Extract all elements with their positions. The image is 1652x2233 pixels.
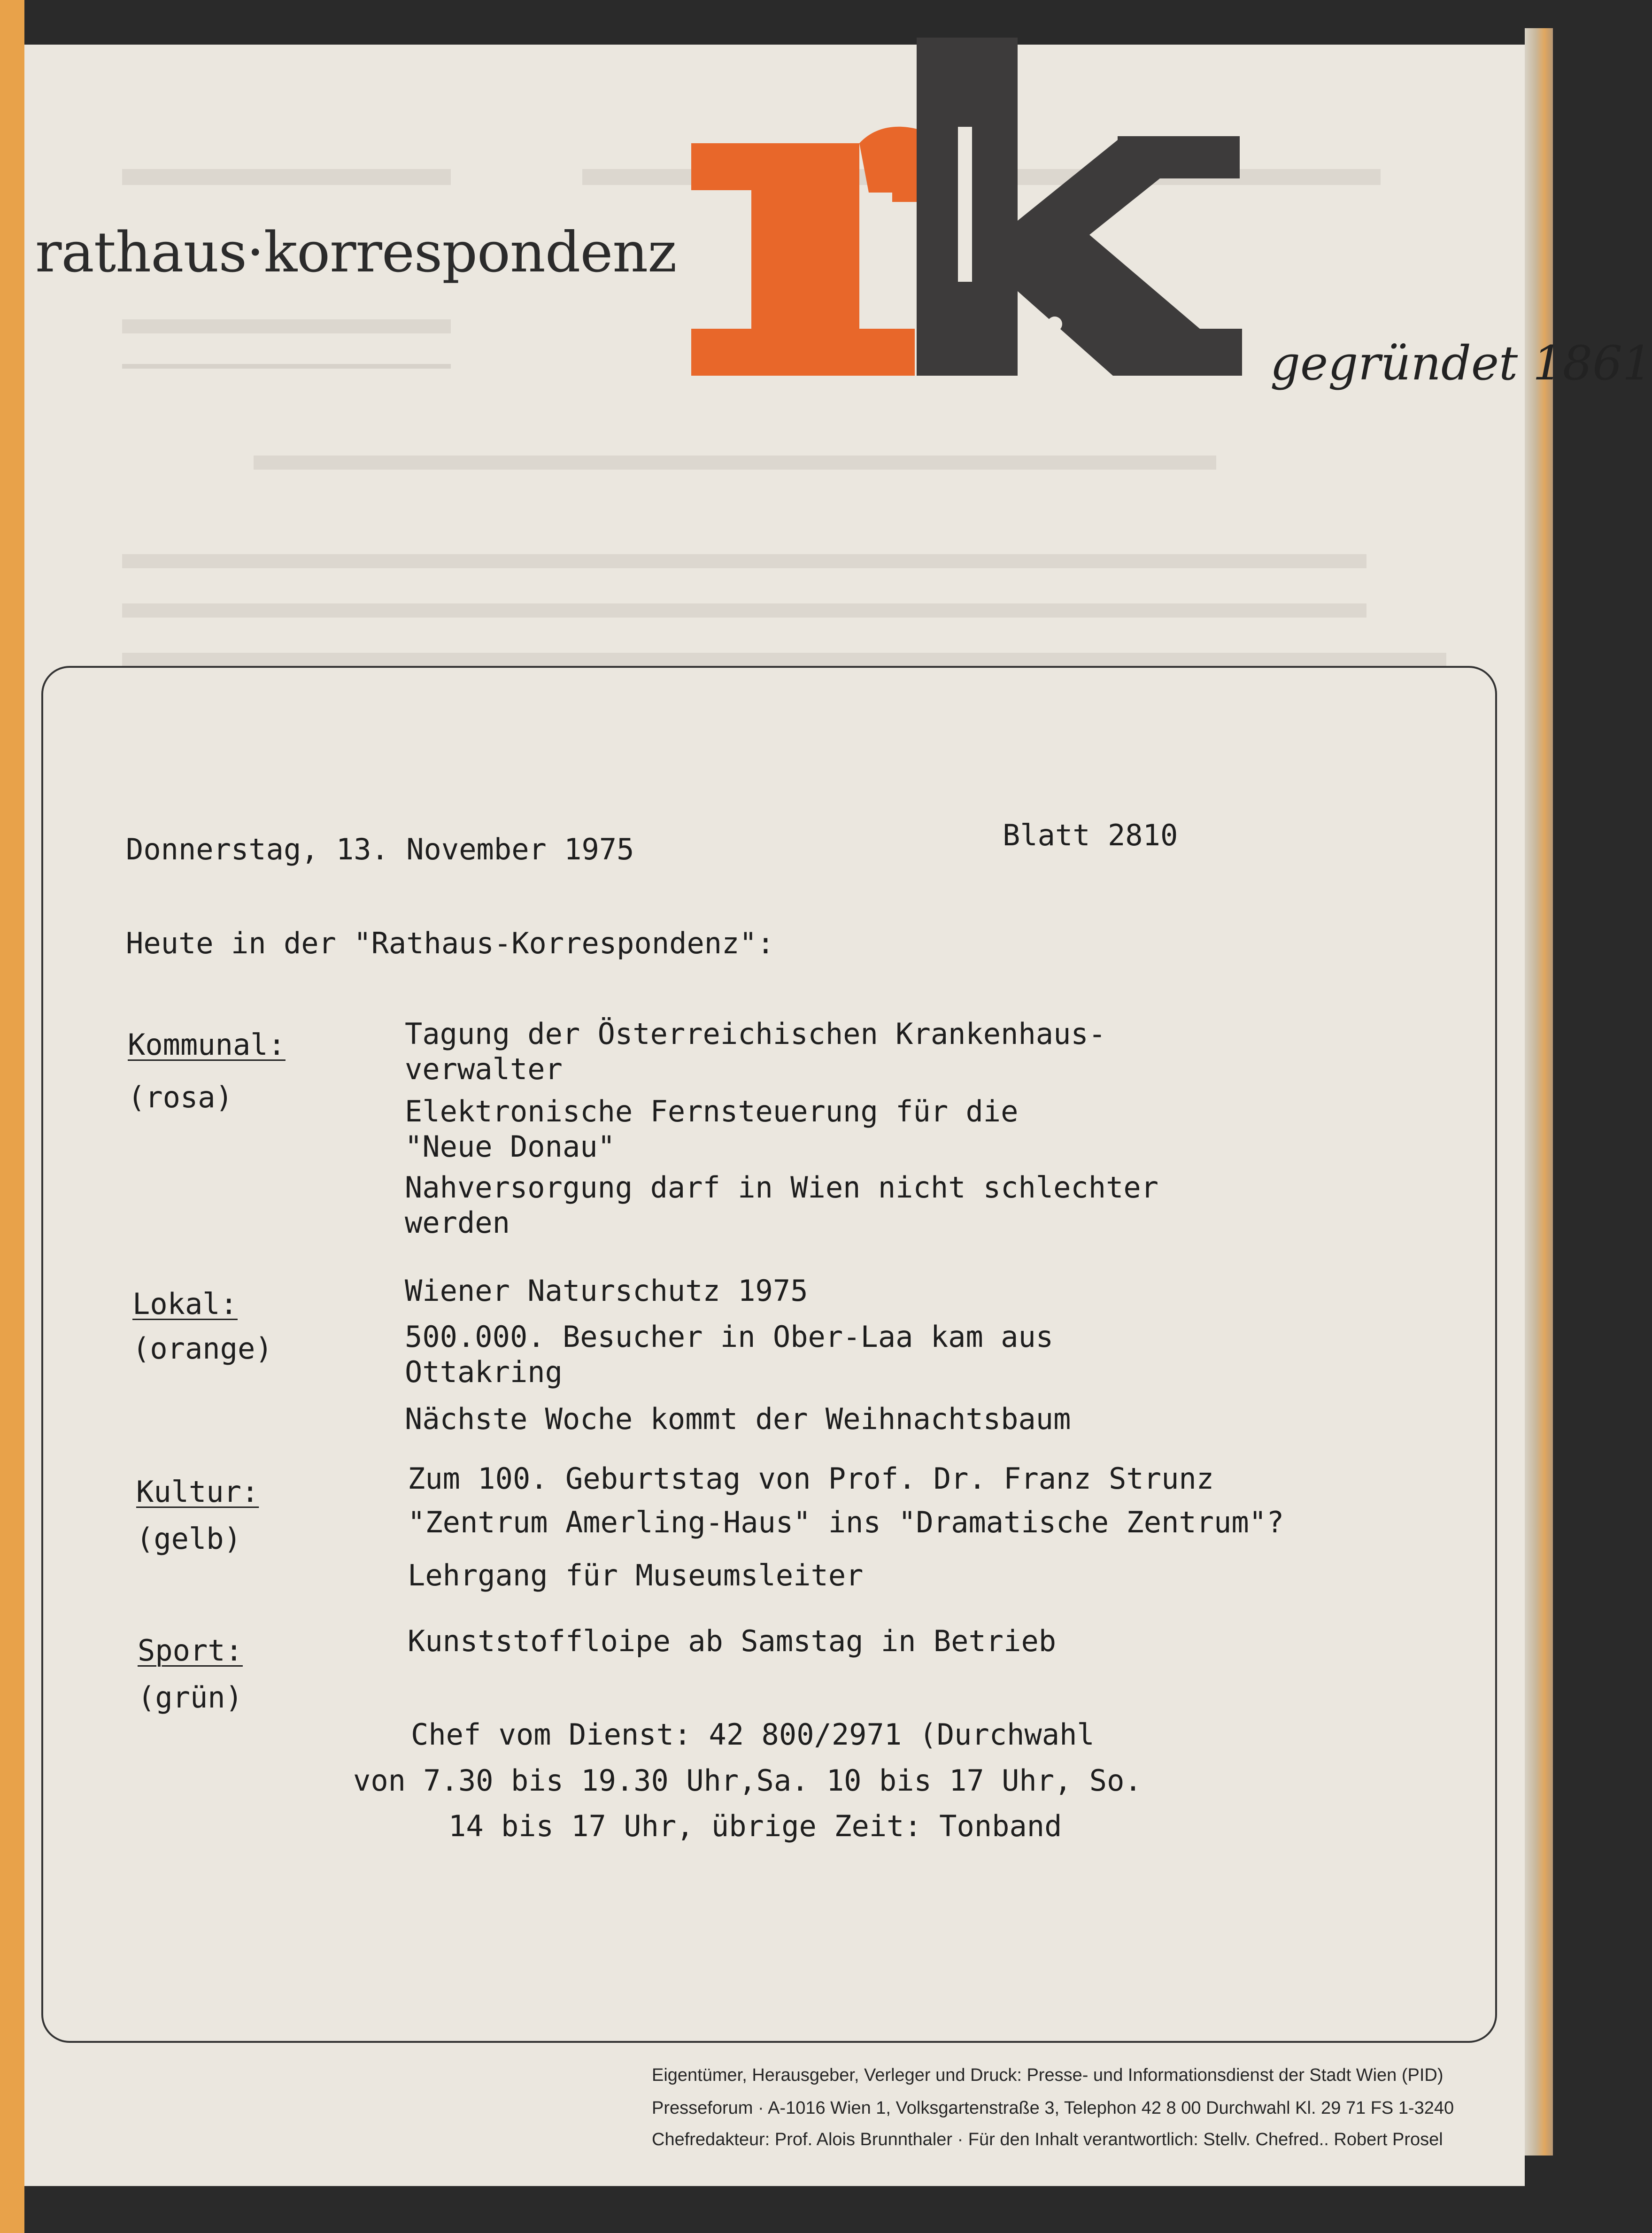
section-heading-kommunal: Kommunal: bbox=[128, 1028, 286, 1062]
contact-line-1: Chef vom Dienst: 42 800/2971 (Durchwahl bbox=[411, 1717, 1095, 1752]
list-item: Wiener Naturschutz 1975 bbox=[405, 1274, 808, 1308]
contents-intro: Heute in der "Rathaus-Korrespondenz": bbox=[126, 926, 775, 960]
logo-letter-r bbox=[691, 127, 944, 376]
masthead-title: rathaus·korrespondenz bbox=[35, 220, 677, 285]
section-color-kultur: (gelb) bbox=[136, 1522, 241, 1556]
section-heading-sport: Sport: bbox=[138, 1633, 243, 1668]
footer-editor: Chefredakteur: Prof. Alois Brunnthaler · Für den Inhalt verantwortlich: Stellv. Chefred.. Robert Prosel bbox=[652, 2130, 1443, 2149]
contact-line-3: 14 bis 17 Uhr, übrige Zeit: Tonband bbox=[448, 1809, 1062, 1843]
sheet-number: Blatt 2810 bbox=[1003, 818, 1178, 852]
section-heading-lokal: Lokal: bbox=[132, 1287, 238, 1321]
section-color-lokal: (orange) bbox=[132, 1331, 273, 1366]
footer-address: Presseforum · A-1016 Wien 1, Volksgartenstraße 3, Telephon 42 8 00 Durchwahl Kl. 29 71 FS 1-3240 bbox=[652, 2098, 1454, 2118]
list-item: Nächste Woche kommt der Weihnachtsbaum bbox=[405, 1402, 1071, 1436]
list-item: "Zentrum Amerling-Haus" ins "Dramatische Zentrum"? bbox=[408, 1505, 1284, 1539]
list-item: Tagung der Österreichischen Krankenhaus- bbox=[405, 1017, 1106, 1051]
footer-publisher: Eigentümer, Herausgeber, Verleger und Druck: Presse- und Informationsdienst der Stadt Wien (PID) bbox=[652, 2065, 1444, 2085]
list-item: "Neue Donau" bbox=[405, 1129, 615, 1164]
contact-line-2: von 7.30 bis 19.30 Uhr,Sa. 10 bis 17 Uhr, So. bbox=[353, 1763, 1142, 1798]
list-item: werden bbox=[405, 1205, 510, 1240]
list-item: verwalter bbox=[405, 1052, 563, 1086]
list-item: Ottakring bbox=[405, 1355, 563, 1389]
list-item: Elektronische Fernsteuerung für die bbox=[405, 1094, 1019, 1128]
list-item: Zum 100. Geburtstag von Prof. Dr. Franz Strunz bbox=[408, 1461, 1214, 1496]
section-color-kommunal: (rosa) bbox=[128, 1080, 233, 1114]
section-color-sport: (grün) bbox=[138, 1680, 243, 1715]
list-item: Nahversorgung darf in Wien nicht schlechter bbox=[405, 1170, 1159, 1205]
list-item: Kunststoffloipe ab Samstag in Betrieb bbox=[408, 1624, 1057, 1658]
founded-note: gegründet 1861 bbox=[1270, 336, 1652, 391]
list-item: 500.000. Besucher in Ober-Laa kam aus bbox=[405, 1320, 1054, 1354]
rk-logo bbox=[690, 38, 1273, 385]
section-heading-kultur: Kultur: bbox=[136, 1475, 259, 1509]
issue-date: Donnerstag, 13. November 1975 bbox=[126, 832, 634, 866]
list-item: Lehrgang für Museumsleiter bbox=[408, 1558, 864, 1592]
logo-letter-k bbox=[917, 38, 1242, 376]
